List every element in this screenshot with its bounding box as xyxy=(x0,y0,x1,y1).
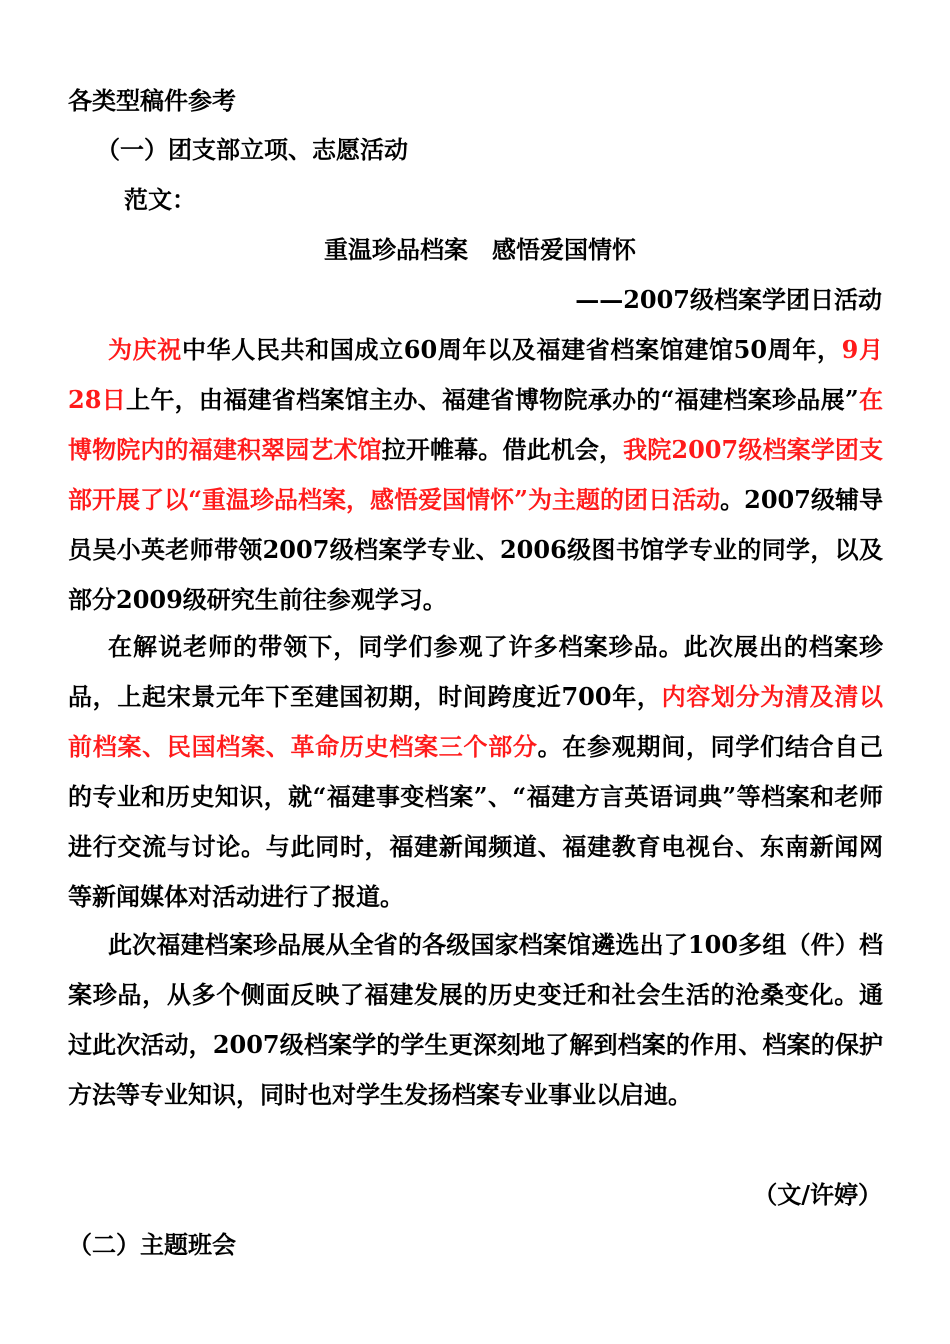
paragraph-3: 此次福建档案珍品展从全省的各级国家档案馆遴选出了100多组（件）档案珍品，从多个侧面反映了福建发展的历史变迁和社会生活的沧桑变化。通过此次活动，2007级档案学的学生更深刻地了解到档案的作用、档案的保护方法等专业知识，同时也对学生发扬档案专业事业以启迪。 xyxy=(68,930,883,1109)
p1-seg: 中华人民共和国成立60周年以及福建省档案馆建馆50周年， xyxy=(181,335,842,364)
paragraph-2 xyxy=(68,622,883,922)
p1-seg: 上午，由福建省档案馆主办、福建省博物院承办的“福建档案珍品展” xyxy=(126,385,859,414)
doc-heading: 各类型稿件参考 xyxy=(68,86,236,115)
p1-seg: 9月28日 xyxy=(68,335,884,414)
p2-seg: 内容划分为清及清以前档案、民国档案、革命历史档案三个部分 xyxy=(68,682,883,761)
p2-seg: 。在参观期间，同学们结合自己的专业和历史知识，就“福建事变档案”、“福建方言英语词典”等档案和老师进行交流与讨论。与此同时，福建新闻频道、福建教育电视台、东南新闻网等新闻媒体对活动进行了报道。 xyxy=(68,732,883,911)
section-title-1: （一）团支部立项、志愿活动 xyxy=(96,135,408,164)
p1-seg: 为庆祝 xyxy=(108,335,182,364)
p2-seg: 在解说老师的带领下，同学们参观了许多档案珍品。此次展出的档案珍品，上起宋景元年下至建国初期，时间跨度近700年， xyxy=(68,632,883,711)
p1-seg: 我院2007级档案学团支部开展了以“重温珍品档案，感悟爱国情怀”为主题的团日活动 xyxy=(68,435,884,514)
paragraph-1 xyxy=(68,325,883,625)
byline: （文/许婷） xyxy=(753,1180,882,1209)
p1-seg: 。2007级辅导员吴小英老师带领2007级档案学专业、2006级图书馆学专业的同学，以及部分2009级研究生前往参观学习。 xyxy=(68,485,884,614)
sample-label: 范文： xyxy=(124,185,196,214)
article-subtitle: ——2007级档案学团日活动 xyxy=(575,285,882,314)
p1-seg: 在博物院内的福建积翠园艺术馆 xyxy=(68,385,884,464)
article-title: 重温珍品档案 感悟爱国情怀 xyxy=(324,235,636,264)
section-title-2: （二）主题班会 xyxy=(68,1230,236,1259)
p1-seg: 拉开帷幕。借此机会， xyxy=(381,435,624,464)
